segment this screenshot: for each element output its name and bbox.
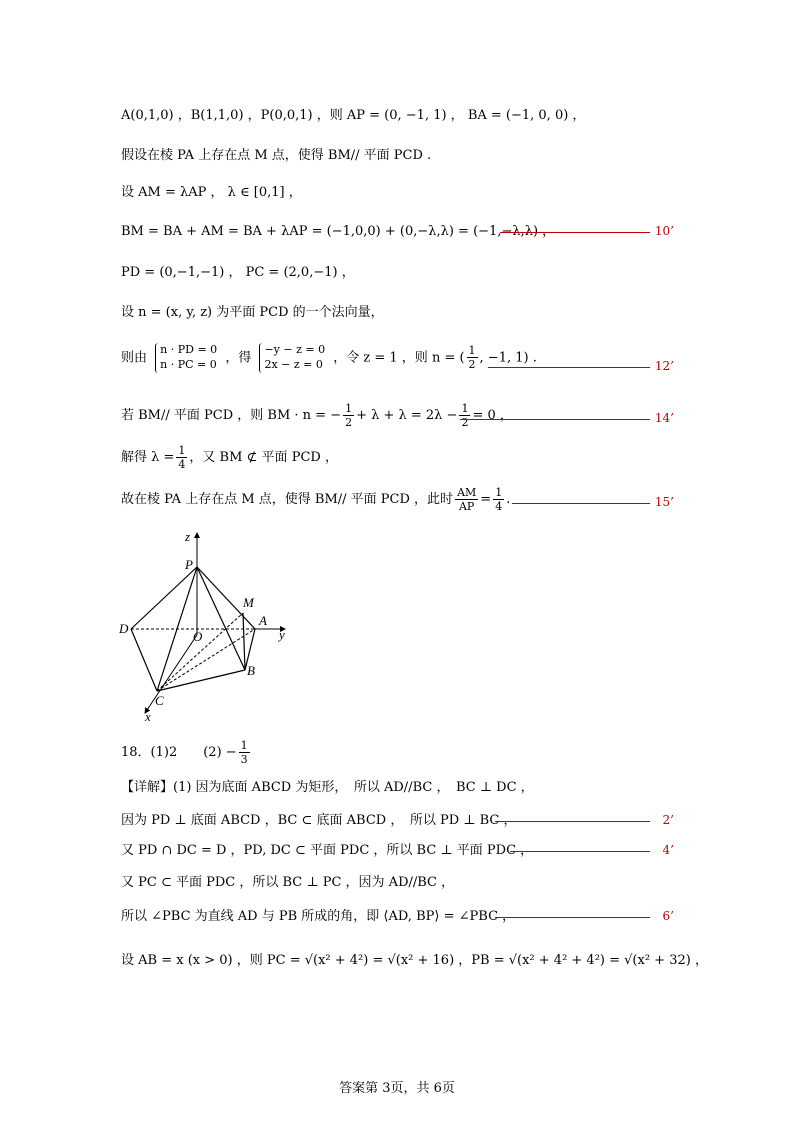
- label-O: O: [193, 629, 203, 644]
- line-set-am: 设 AM = λAP ， λ ∈ [0,1] ，: [121, 185, 302, 200]
- fraction: [455, 487, 478, 512]
- line-bm-vector: BM = BA + AM = BA + λAP = (−1,0,0) + (0,−λ,λ) = (−1,−λ,λ) ，: [121, 224, 556, 239]
- label-M: M: [243, 595, 254, 610]
- line-solve-normal: [121, 343, 537, 373]
- numerator: AM: [457, 486, 477, 499]
- label-x: x: [145, 709, 151, 724]
- label-B: B: [247, 663, 255, 678]
- score-mark-12: 12’: [654, 359, 674, 373]
- score-mark-6: 6’: [662, 909, 674, 923]
- text: 故在棱 PA 上存在点 M 点，使得 BM// 平面 PCD ，此时: [121, 492, 454, 507]
- label-y: y: [279, 627, 285, 642]
- pyramid-figure: [115, 525, 315, 730]
- text: 解得 λ =: [121, 450, 175, 465]
- text: =: [480, 492, 492, 507]
- denominator: 4: [178, 458, 186, 471]
- score-mark-2: 2’: [662, 813, 674, 827]
- text: ，令 z = 1 ，则 n = (: [333, 350, 465, 366]
- equation: 2x − z = 0: [264, 357, 323, 371]
- fraction: [467, 345, 478, 370]
- text: , −1, 1) .: [479, 350, 537, 366]
- line-pd-pc: PD = (0,−1,−1) ， PC = (2,0,−1) ，: [121, 265, 355, 280]
- label-z: z: [185, 529, 191, 544]
- fraction: [343, 403, 354, 428]
- fraction: [176, 445, 187, 470]
- label-C: C: [155, 693, 164, 708]
- score-dash: [510, 851, 650, 852]
- detail-line-6: 设 AB = x (x > 0) ，则 PC = √(x² + 4²) = √(x² + 16) ，PB = √(x² + 4² + 4²) = √(x² + 32) ，: [121, 953, 708, 968]
- label-P: P: [185, 557, 193, 572]
- denominator: AP: [458, 500, 475, 513]
- detail-line-5: 所以 ∠PBC 为直线 AD 与 PB 所成的角，即 ⟨AD, BP⟩ = ∠PBC ，: [121, 909, 516, 924]
- fraction: [239, 740, 250, 765]
- text: 则由: [121, 350, 148, 366]
- denominator: 2: [345, 416, 353, 429]
- denominator: 2: [461, 416, 469, 429]
- line-bm-dot-n: [121, 403, 513, 428]
- line-solve-lambda: [121, 445, 338, 470]
- line-coordinates: A(0,1,0) ，B(1,1,0) ，P(0,0,1) ，则 AP = (0, −1, 1) ， BA = (−1, 0, 0) ，: [121, 108, 586, 123]
- score-dash: [495, 917, 650, 918]
- numerator: 1: [468, 344, 476, 358]
- equation: n · PC = 0: [160, 357, 217, 371]
- text: + λ + λ = 2λ −: [356, 408, 458, 423]
- page-footer: 答案第 3页，共 6页: [339, 1081, 455, 1096]
- score-mark-14: 14’: [654, 411, 674, 425]
- text: ，得: [225, 350, 252, 366]
- detail-line-2: 因为 PD ⊥ 底面 ABCD ，BC ⊂ 底面 ABCD ， 所以 PD ⊥ BC ，: [121, 813, 517, 828]
- line-normal-vector: 设 n = (x, y, z) 为平面 PCD 的一个法向量，: [121, 305, 384, 320]
- text: .: [506, 492, 511, 507]
- numerator: 1: [495, 486, 503, 499]
- score-mark-4: 4’: [662, 843, 674, 857]
- detail-line-4: 又 PC ⊂ 平面 PDC ，所以 BC ⊥ PC ，因为 AD//BC ，: [121, 875, 455, 890]
- equation: −y − z = 0: [264, 343, 326, 356]
- fraction: [459, 403, 470, 428]
- numerator: 1: [240, 739, 248, 752]
- score-dash: [460, 419, 650, 420]
- equation-system-2: [259, 343, 325, 373]
- denominator: 3: [240, 753, 248, 766]
- score-dash: [500, 232, 650, 233]
- detail-line-3: 又 PD ∩ DC = D ，PD, DC ⊂ 平面 PDC ，所以 BC ⊥ 平面 PDC ，: [121, 843, 534, 858]
- q18-answer: [121, 740, 252, 765]
- score-dash: [495, 821, 650, 822]
- numerator: 1: [345, 402, 353, 415]
- denominator: 2: [468, 358, 476, 372]
- score-dash: [512, 503, 650, 504]
- numerator: 1: [178, 444, 186, 457]
- label-A: A: [259, 613, 267, 628]
- equation-system-1: [155, 343, 217, 373]
- line-conclusion: [121, 487, 510, 512]
- text: 若 BM// 平面 PCD ，则 BM · n = −: [121, 408, 342, 423]
- denominator: 4: [495, 500, 503, 513]
- score-dash: [488, 367, 650, 368]
- text: ，又 BM ⊄ 平面 PCD ，: [189, 450, 338, 465]
- text: = 0 ，: [472, 408, 513, 423]
- equation: n · PD = 0: [160, 343, 218, 356]
- detail-line-1: 【详解】(1) 因为底面 ABCD 为矩形， 所以 AD//BC ， BC ⊥ DC ，: [121, 780, 534, 795]
- text: 18．(1)2 (2) −: [121, 745, 237, 760]
- score-mark-10: 10’: [654, 224, 674, 238]
- score-mark-15: 15’: [654, 495, 674, 509]
- fraction: [493, 487, 504, 512]
- label-D: D: [119, 621, 129, 636]
- line-assume: 假设在棱 PA 上存在点 M 点，使得 BM// 平面 PCD .: [121, 148, 432, 163]
- numerator: 1: [461, 402, 469, 415]
